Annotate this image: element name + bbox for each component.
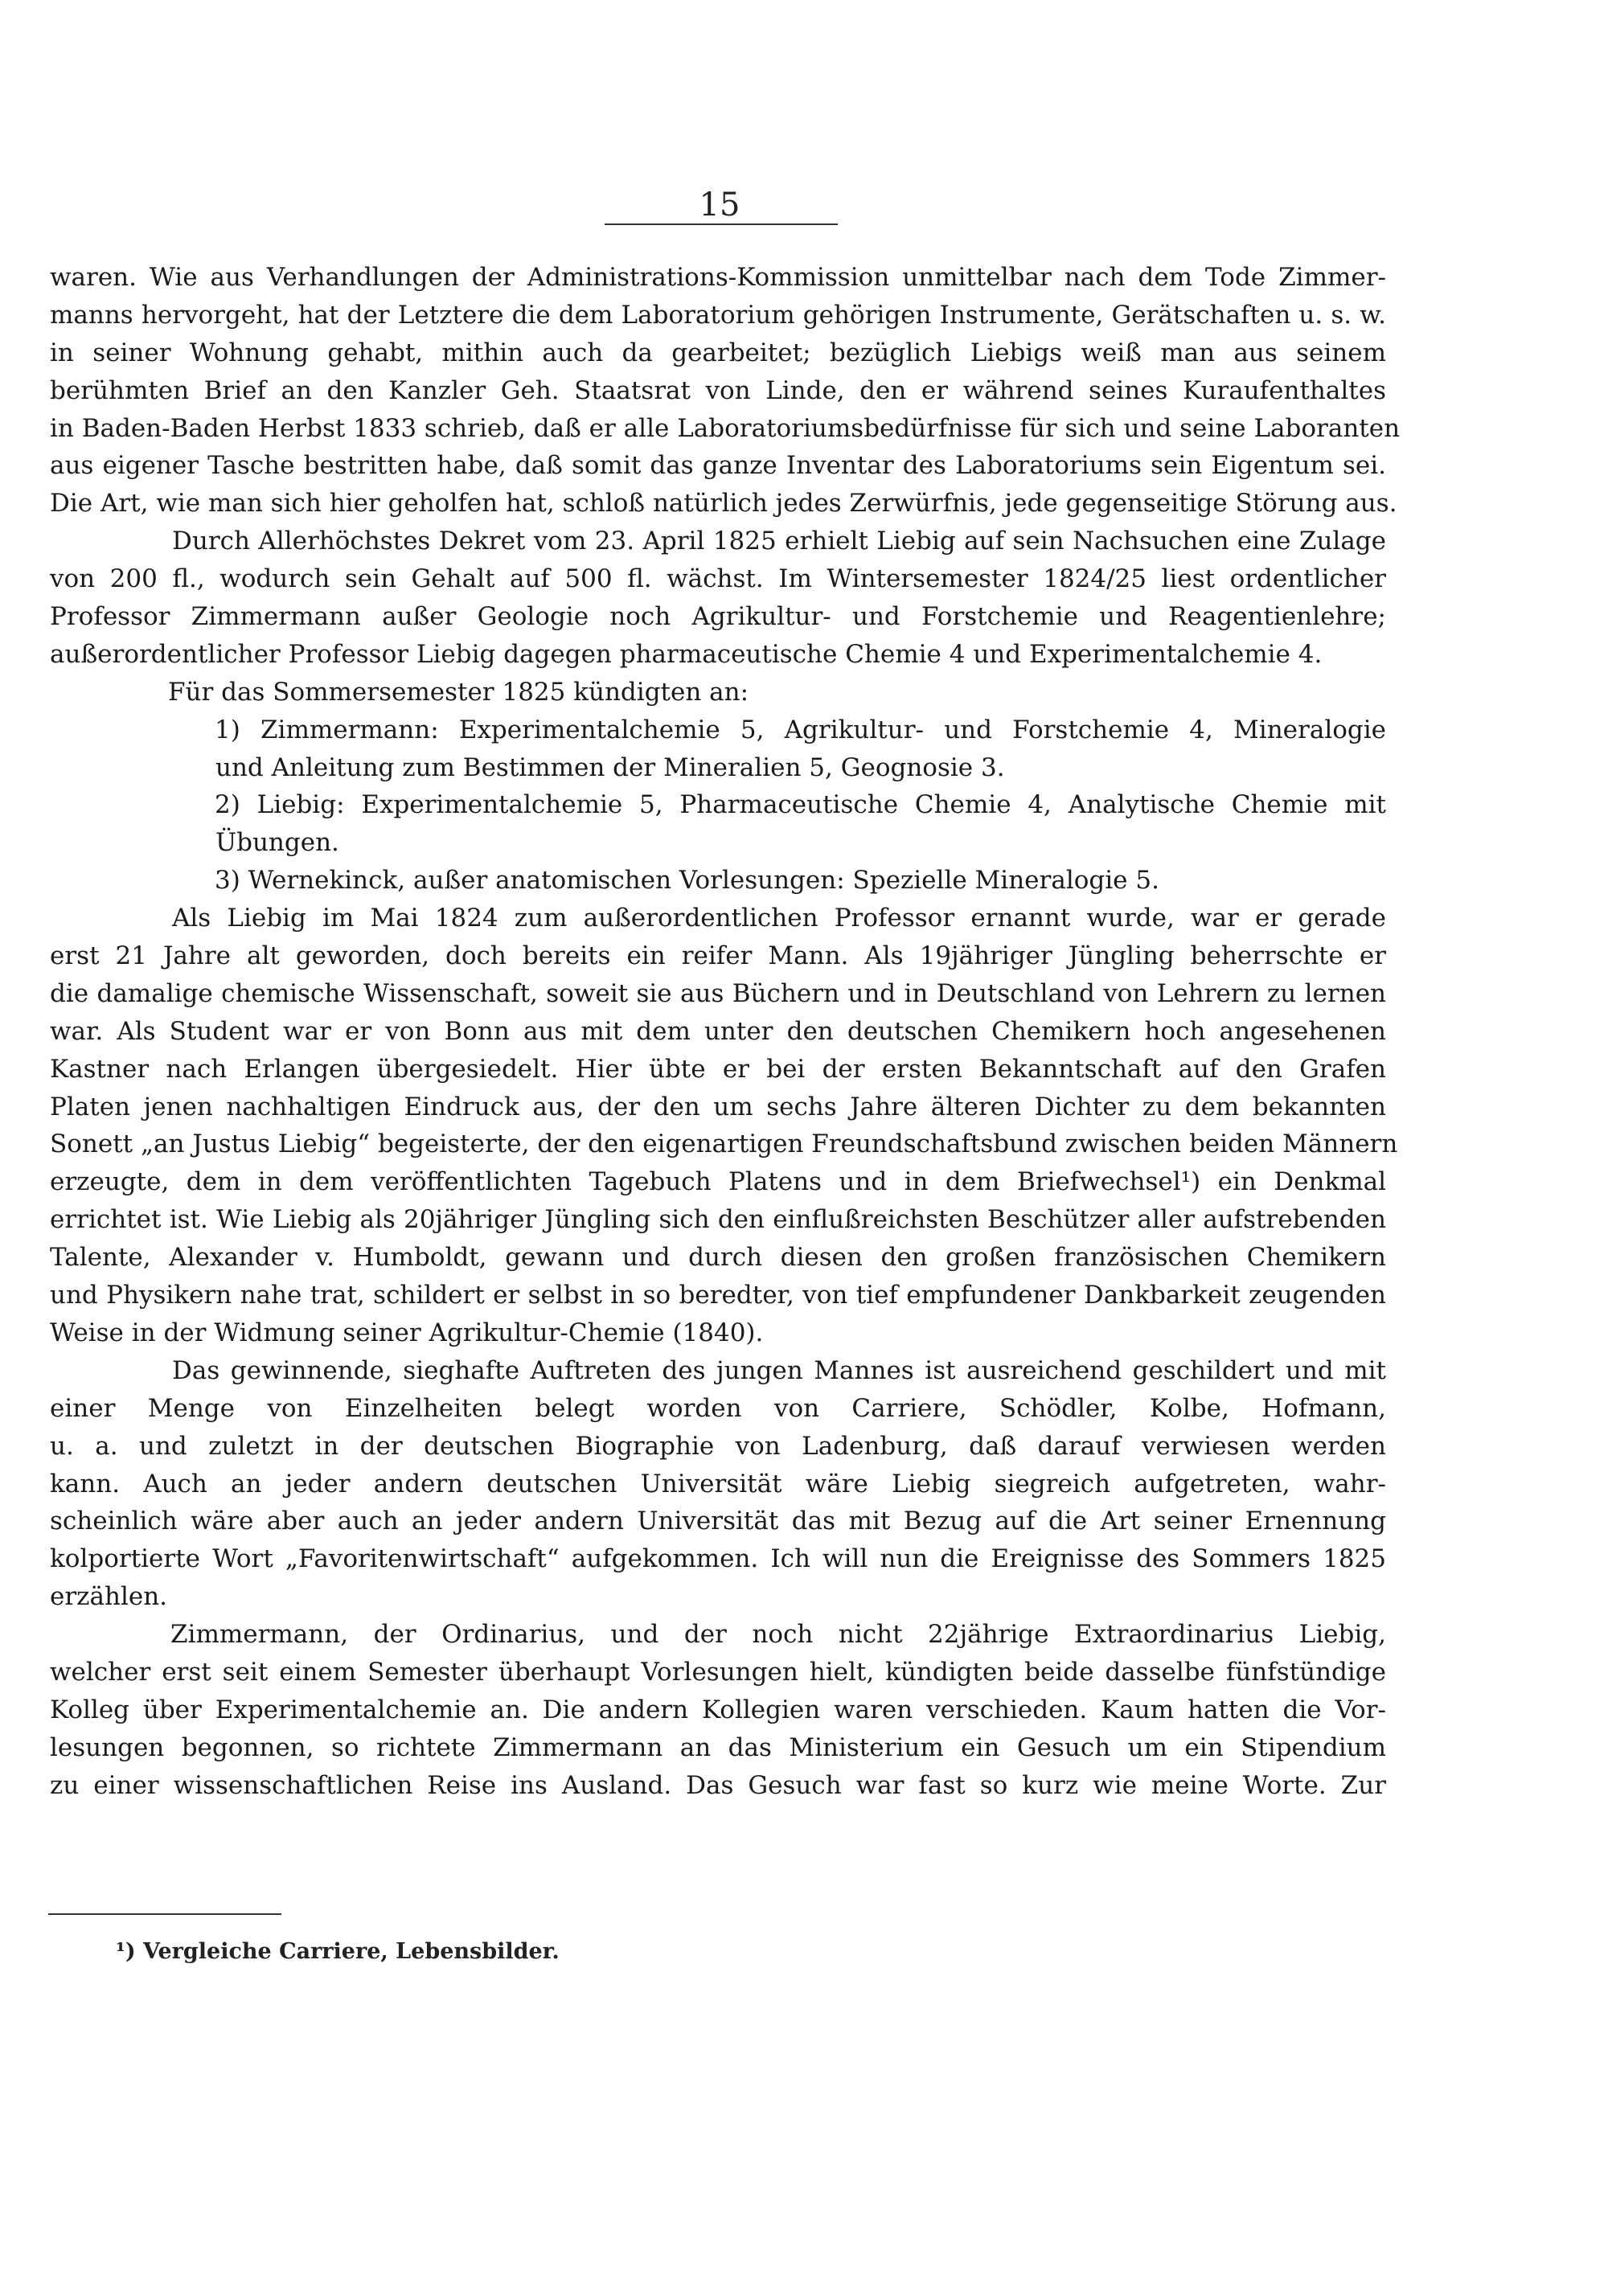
text-line: 1) Zimmermann: Experimentalchemie 5, Agrikultur- und Forstchemie 4, Mineralogie <box>215 715 1386 744</box>
text-line: kann. Auch an jeder andern deutschen Universität wäre Liebig siegreich aufgetreten, wahr- <box>50 1469 1386 1499</box>
text-line: aus eigener Tasche bestritten habe, daß somit das ganze Inventar des Laboratoriums sein Eigentum sei. <box>50 451 1386 481</box>
text-line: scheinlich wäre aber auch an jeder andern Universität das mit Bezug auf die Art seiner Ernennung <box>50 1507 1386 1536</box>
text-line: von 200 fl., wodurch sein Gehalt auf 500 fl. wächst. Im Wintersemester 1824/25 liest ordentlicher <box>50 564 1386 594</box>
text-line: Zimmermann, der Ordinarius, und der noch nicht 22jährige Extraordinarius Liebig, <box>170 1620 1386 1650</box>
text-line: zu einer wissenschaftlichen Reise ins Ausland. Das Gesuch war fast so kurz wie meine Worte. Zur <box>50 1770 1386 1800</box>
text-line: waren. Wie aus Verhandlungen der Administrations-Kommission unmittelbar nach dem Tode Zimmer- <box>50 263 1386 292</box>
text-line: Sonett „an Justus Liebig“ begeisterte, der den eigenartigen Freundschaftsbund zwischen beiden Männern <box>50 1130 1398 1159</box>
page-number: 15 <box>699 187 740 223</box>
text-line: 2) Liebig: Experimentalchemie 5, Pharmaceutische Chemie 4, Analytische Chemie mit <box>215 790 1386 820</box>
text-line: Als Liebig im Mai 1824 zum außerordentlichen Professor ernannt wurde, war er gerade <box>172 904 1386 933</box>
text-line: Talente, Alexander v. Humboldt, gewann und durch diesen den großen französischen Chemikern <box>50 1243 1386 1273</box>
text-line: welcher erst seit einem Semester überhaupt Vorlesungen hielt, kündigten beide dasselbe fünfstündige <box>50 1657 1386 1687</box>
text-line: in Baden-Baden Herbst 1833 schrieb, daß er alle Laboratoriumsbedürfnisse für sich und seine Laboranten <box>50 413 1401 443</box>
text-line: Weise in der Widmung seiner Agrikultur-Chemie (1840). <box>50 1318 764 1347</box>
footnote: ¹) Vergleiche Carriere, Lebensbilder. <box>116 1939 560 1964</box>
text-line: die damalige chemische Wissenschaft, soweit sie aus Büchern und in Deutschland von Lehrern zu lernen <box>50 978 1386 1008</box>
text-line: 3) Wernekinck, außer anatomischen Vorlesungen: Spezielle Mineralogie 5. <box>215 866 1159 896</box>
text-line: außerordentlicher Professor Liebig dagegen pharmaceutische Chemie 4 und Experimentalchemie 4. <box>50 639 1323 669</box>
text-line: Kastner nach Erlangen übergesiedelt. Hier übte er bei der ersten Bekanntschaft auf den Grafen <box>50 1054 1386 1084</box>
text-line: u. a. und zuletzt in der deutschen Biographie von Ladenburg, daß darauf verwiesen werden <box>50 1431 1386 1461</box>
text-line: berühmten Brief an den Kanzler Geh. Staatsrat von Linde, den er während seines Kuraufenthaltes <box>50 375 1386 405</box>
text-line: Platen jenen nachhaltigen Eindruck aus, der den um sechs Jahre älteren Dichter zu dem bekannten <box>50 1092 1386 1121</box>
text-line: Durch Allerhöchstes Dekret vom 23. April 1825 erhielt Liebig auf sein Nachsuchen eine Zulage <box>172 527 1386 556</box>
text-line: Kolleg über Experimentalchemie an. Die andern Kollegien waren verschieden. Kaum hatten die Vor- <box>50 1695 1386 1724</box>
text-line: kolportierte Wort „Favoritenwirtschaft“ aufgekommen. Ich will nun die Ereignisse des Sommers 1825 <box>50 1544 1386 1574</box>
text-line: Professor Zimmermann außer Geologie noch Agrikultur- und Forstchemie und Reagentienlehre; <box>50 602 1386 632</box>
text-line: erzählen. <box>50 1582 168 1612</box>
text-line: Die Art, wie man sich hier geholfen hat, schloß natürlich jedes Zerwürfnis, jede gegenseitige Störung aus. <box>50 489 1397 519</box>
text-line: war. Als Student war er von Bonn aus mit dem unter den deutschen Chemikern hoch angesehenen <box>50 1016 1386 1046</box>
text-line: errichtet ist. Wie Liebig als 20jähriger Jüngling sich den einflußreichsten Beschützer aller aufstrebenden <box>50 1205 1386 1235</box>
text-line: lesungen begonnen, so richtete Zimmermann an das Ministerium ein Gesuch um ein Stipendium <box>50 1732 1386 1762</box>
text-line: manns hervorgeht, hat der Letztere die dem Laboratorium gehörigen Instrumente, Gerätschaften u. s. w. <box>50 300 1386 330</box>
text-line: Das gewinnende, sieghafte Auftreten des jungen Mannes ist ausreichend geschildert und mit <box>172 1355 1386 1385</box>
text-line: und Physikern nahe trat, schildert er selbst in so beredter, von tief empfundener Dankbarkeit zeugenden <box>50 1281 1386 1310</box>
text-line: in seiner Wohnung gehabt, mithin auch da gearbeitet; bezüglich Liebigs weiß man aus seinem <box>50 338 1386 367</box>
body-text <box>50 259 1401 1805</box>
text-line: erst 21 Jahre alt geworden, doch bereits ein reifer Mann. Als 19jähriger Jüngling beherrschte er <box>50 941 1386 971</box>
text-line: Für das Sommersemester 1825 kündigten an: <box>168 677 749 707</box>
text-line: Übungen. <box>215 828 339 858</box>
text-line: und Anleitung zum Bestimmen der Mineralien 5, Geognosie 3. <box>215 752 1005 782</box>
page-number-rule <box>605 223 838 225</box>
text-line: erzeugte, dem in dem veröffentlichten Tagebuch Platens und in dem Briefwechsel¹) ein Denkmal <box>50 1167 1386 1197</box>
footnote-rule <box>48 1913 281 1915</box>
text-line: einer Menge von Einzelheiten belegt worden von Carriere, Schödler, Kolbe, Hofmann, <box>50 1393 1386 1423</box>
